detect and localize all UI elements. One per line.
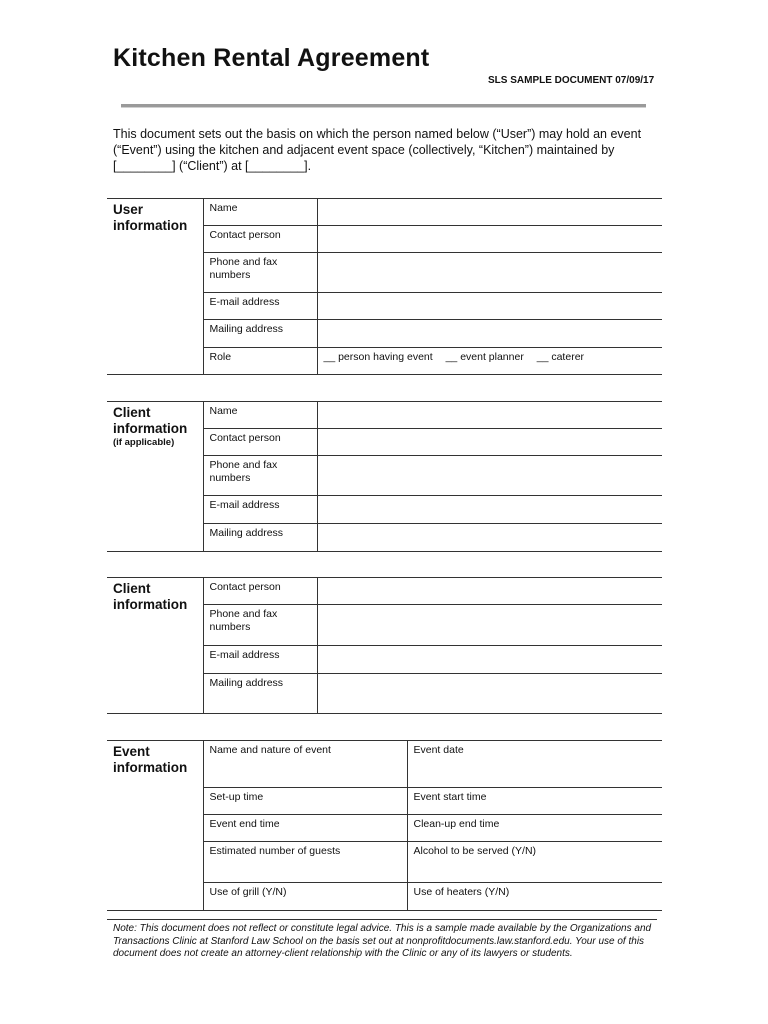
user-role-label: Role bbox=[203, 348, 317, 375]
event-name-nature-field[interactable]: Name and nature of event bbox=[203, 741, 407, 788]
grill-use-field[interactable]: Use of grill (Y/N) bbox=[203, 883, 407, 911]
client2-email-label: E-mail address bbox=[203, 646, 317, 674]
client1-mailing-label: Mailing address bbox=[203, 524, 317, 552]
user-information-table bbox=[107, 198, 662, 375]
client1-phone-field[interactable] bbox=[317, 456, 662, 496]
event-row-spacer bbox=[107, 883, 203, 911]
cleanup-end-time-field[interactable]: Clean-up end time bbox=[407, 815, 662, 842]
client2-mailing-field[interactable] bbox=[317, 674, 662, 714]
event-row-spacer bbox=[107, 842, 203, 883]
user-role-options bbox=[317, 348, 662, 375]
setup-time-field[interactable]: Set-up time bbox=[203, 788, 407, 815]
event-date-field[interactable]: Event date bbox=[407, 741, 662, 788]
client2-phone-label: Phone and fax numbers bbox=[203, 605, 317, 646]
event-section-heading: Event information bbox=[107, 741, 203, 788]
client2-phone-field[interactable] bbox=[317, 605, 662, 646]
client1-name-label: Name bbox=[203, 402, 317, 429]
user-section-heading: User information bbox=[107, 199, 203, 375]
guest-count-field[interactable]: Estimated number of guests bbox=[203, 842, 407, 883]
user-email-field[interactable] bbox=[317, 293, 662, 320]
client2-contact-label: Contact person bbox=[203, 578, 317, 605]
client2-mailing-label: Mailing address bbox=[203, 674, 317, 714]
client-information-table-1 bbox=[107, 401, 662, 552]
document-date: 07/09/17 bbox=[615, 75, 655, 86]
client1-email-label: E-mail address bbox=[203, 496, 317, 524]
document-tag-label: SLS SAMPLE DOCUMENT bbox=[488, 75, 613, 86]
client1-contact-label: Contact person bbox=[203, 429, 317, 456]
client-section-1-heading bbox=[107, 402, 203, 552]
client1-contact-field[interactable] bbox=[317, 429, 662, 456]
document-tag bbox=[488, 75, 654, 86]
client-section-1-title: Client information bbox=[113, 405, 188, 436]
client2-contact-field[interactable] bbox=[317, 578, 662, 605]
footer-divider bbox=[107, 919, 657, 920]
user-name-field[interactable] bbox=[317, 199, 662, 226]
client1-name-field[interactable] bbox=[317, 402, 662, 429]
event-information-table bbox=[107, 740, 662, 911]
event-row-spacer bbox=[107, 815, 203, 842]
heaters-use-field[interactable]: Use of heaters (Y/N) bbox=[407, 883, 662, 911]
user-contact-field[interactable] bbox=[317, 226, 662, 253]
user-phone-field[interactable] bbox=[317, 253, 662, 293]
user-email-label: E-mail address bbox=[203, 293, 317, 320]
header-divider bbox=[121, 104, 646, 108]
document-title: Kitchen Rental Agreement bbox=[113, 44, 430, 72]
user-mailing-field[interactable] bbox=[317, 320, 662, 348]
footer-note: Note: This document does not reflect or constitute legal advice. This is a sample made available by the Organizations and Transactions Clinic at Stanford Law School on the basis set out at nonprofitdocuments.law.stanford.edu. Your use of this document does not create an attorney-client relationship with the Clinic or any of its lawyers or students. bbox=[113, 923, 652, 959]
client1-email-field[interactable] bbox=[317, 496, 662, 524]
role-option-caterer[interactable]: __ caterer bbox=[536, 351, 585, 363]
event-start-time-field[interactable]: Event start time bbox=[407, 788, 662, 815]
event-row-spacer bbox=[107, 788, 203, 815]
user-contact-label: Contact person bbox=[203, 226, 317, 253]
client1-phone-label: Phone and fax numbers bbox=[203, 456, 317, 496]
client2-email-field[interactable] bbox=[317, 646, 662, 674]
user-name-label: Name bbox=[203, 199, 317, 226]
user-phone-label: Phone and fax numbers bbox=[203, 253, 317, 293]
client-section-1-subtitle: (if applicable) bbox=[113, 437, 175, 448]
user-mailing-label: Mailing address bbox=[203, 320, 317, 348]
intro-paragraph: This document sets out the basis on which the person named below (“User”) may hold an event (“Event”) using the kitchen and adjacent event space (collectively, “Kitchen”) maintained by [________] (“Client”) at [________]. bbox=[113, 127, 642, 173]
role-option-planner[interactable]: __ event planner bbox=[445, 351, 524, 363]
role-option-person[interactable]: __ person having event bbox=[323, 351, 433, 363]
alcohol-served-field[interactable]: Alcohol to be served (Y/N) bbox=[407, 842, 662, 883]
client1-mailing-field[interactable] bbox=[317, 524, 662, 552]
client-section-2-heading: Client information bbox=[107, 578, 203, 714]
client-information-table-2 bbox=[107, 577, 662, 714]
event-end-time-field[interactable]: Event end time bbox=[203, 815, 407, 842]
